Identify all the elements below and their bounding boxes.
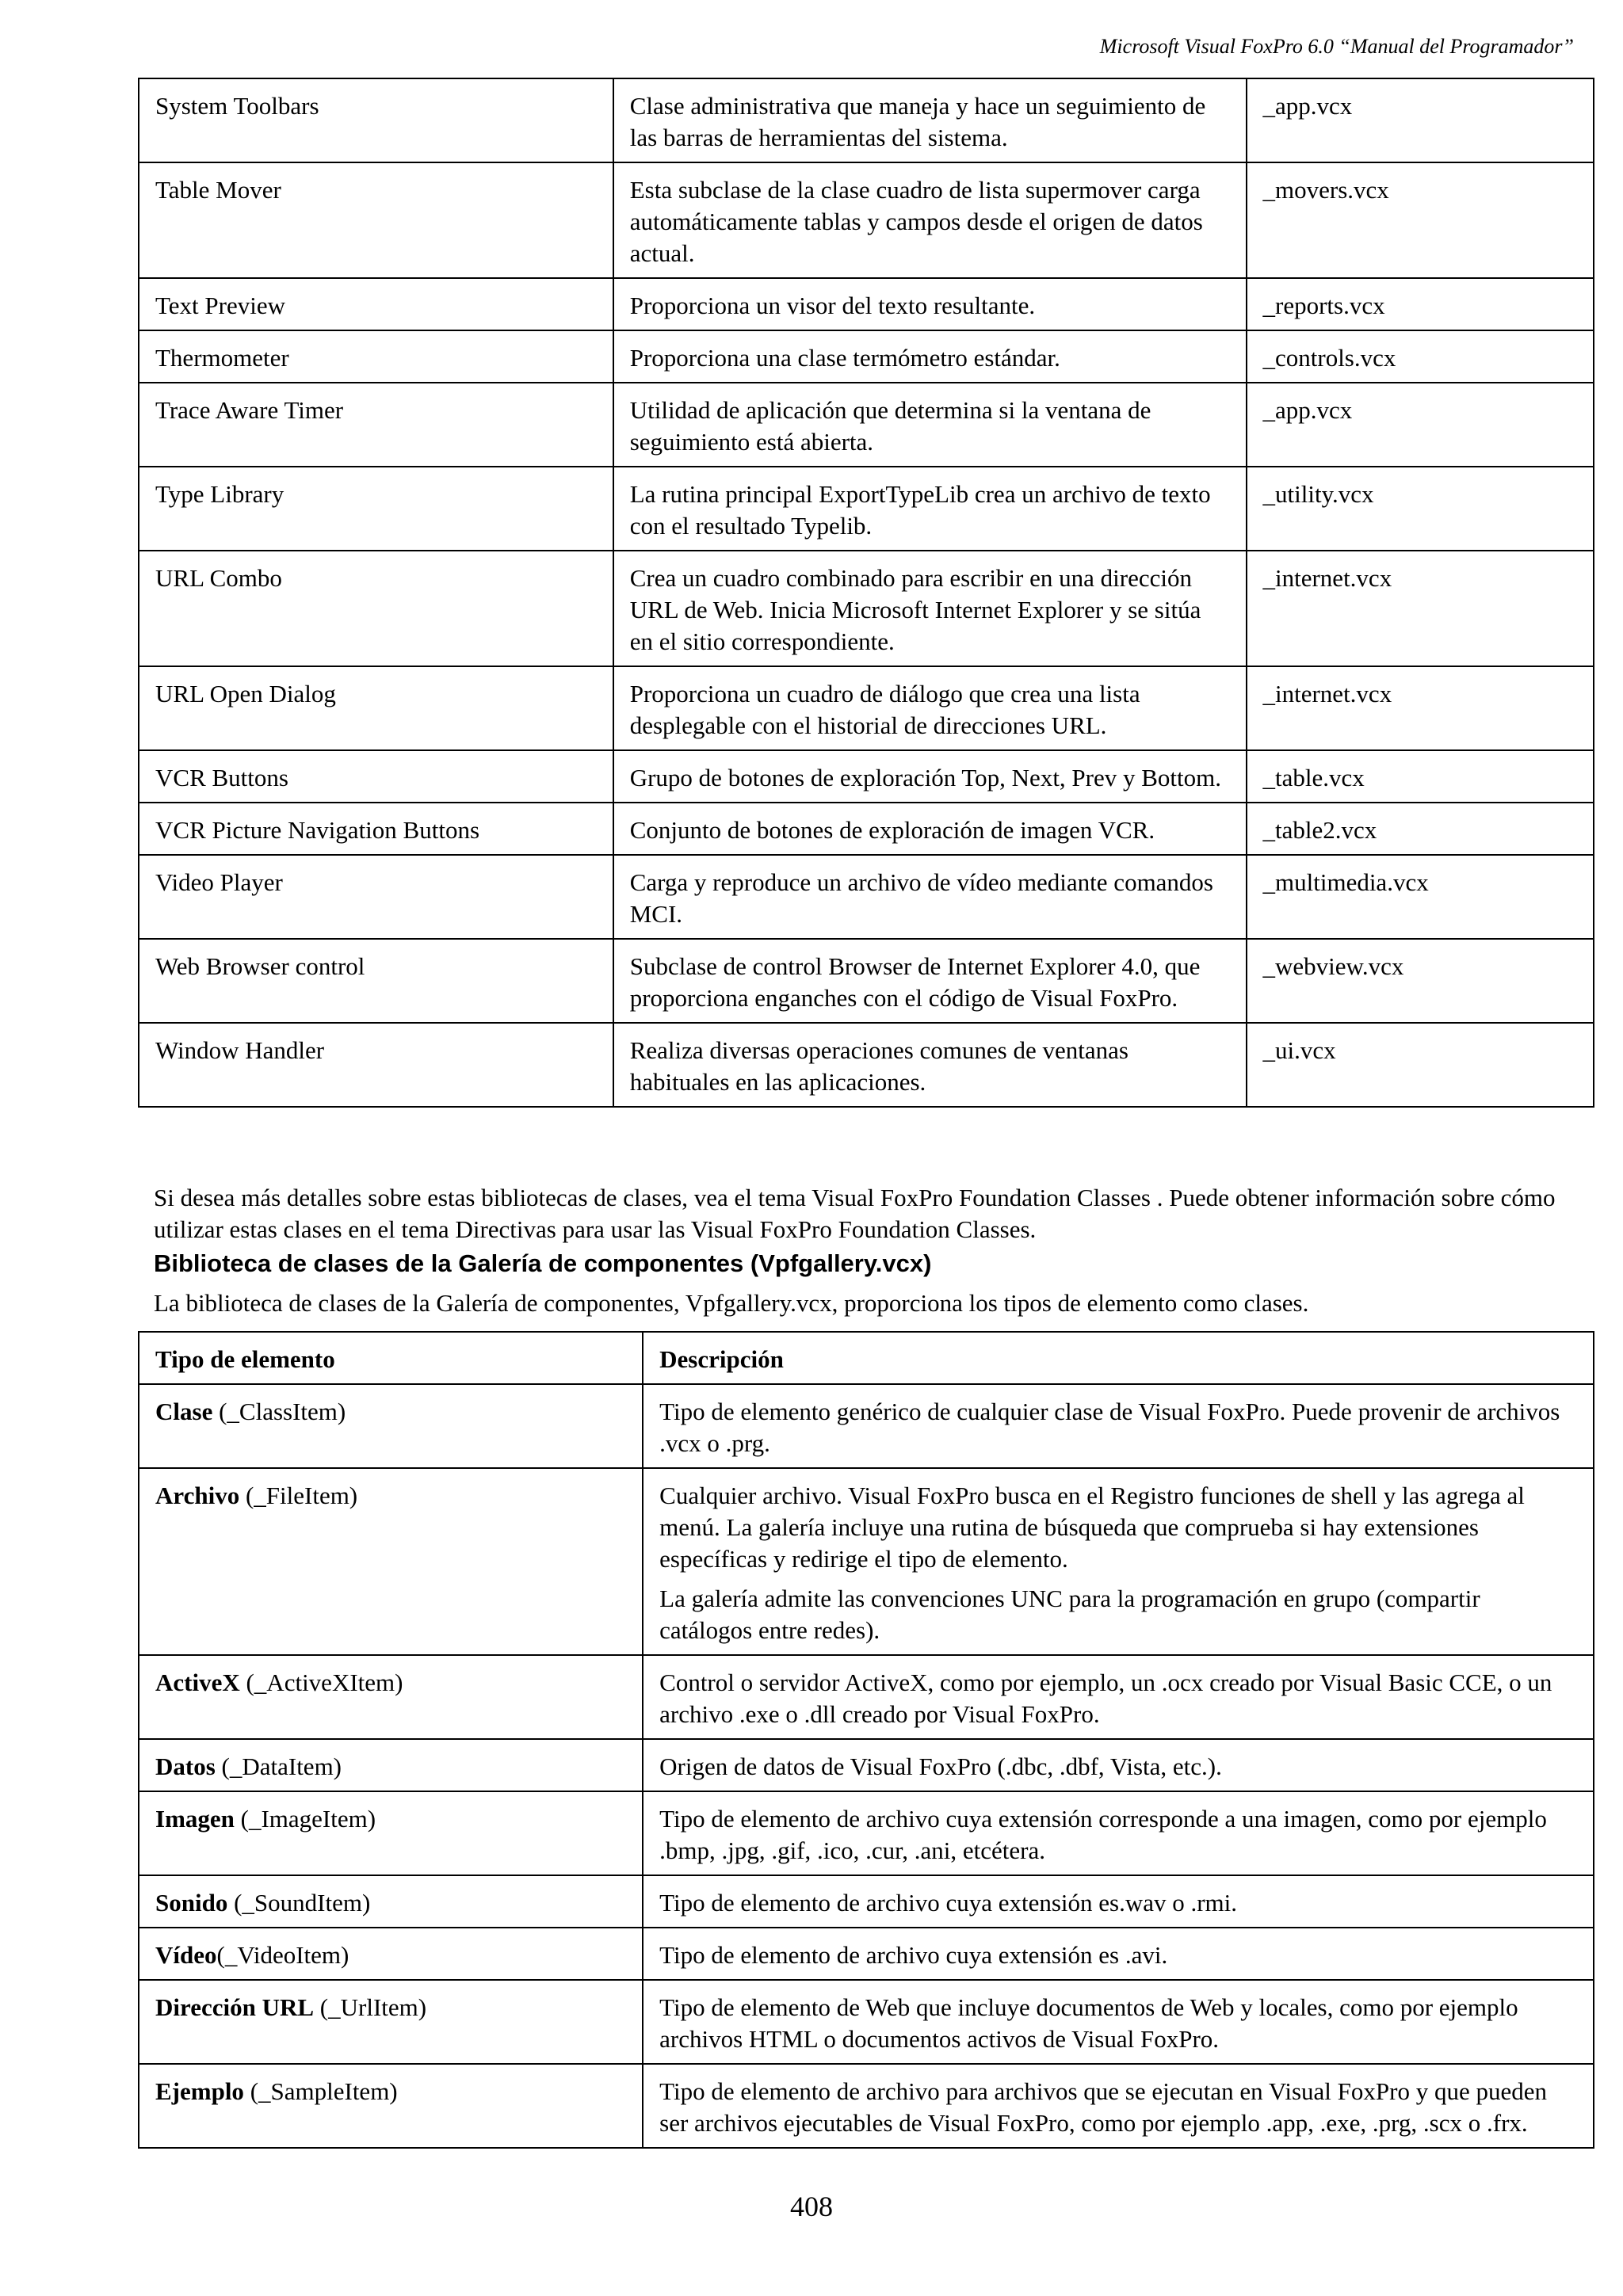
item-description: Tipo de elemento de Web que incluye documentos de Web y locales, como por ejemplo archivos HTML o documentos activos de Visual FoxPro. (643, 1980, 1594, 2064)
table-row (139, 1791, 1594, 1875)
class-description: La rutina principal ExportTypeLib crea un archivo de texto con el resultado Typelib. (613, 467, 1247, 551)
item-type-name: Vídeo (155, 1941, 217, 1969)
item-type-cell (139, 1980, 643, 2064)
class-description: Esta subclase de la clase cuadro de lista supermover carga automáticamente tablas y campos desde el origen de datos actual. (613, 162, 1247, 278)
column-header-type: Tipo de elemento (139, 1332, 643, 1384)
item-description: Origen de datos de Visual FoxPro (.dbc, .dbf, Vista, etc.). (643, 1739, 1594, 1791)
class-name: VCR Picture Navigation Buttons (139, 803, 613, 855)
item-type-name: Dirección URL (155, 1993, 315, 2021)
item-type-class: (_VideoItem) (216, 1941, 349, 1969)
class-name: Window Handler (139, 1023, 613, 1107)
class-name: Video Player (139, 855, 613, 939)
class-description: Subclase de control Browser de Internet Explorer 4.0, que proporciona enganches con el código de Visual FoxPro. (613, 939, 1247, 1023)
class-name: Text Preview (139, 278, 613, 330)
column-header-description: Descripción (643, 1332, 1594, 1384)
table-row (139, 2064, 1594, 2148)
class-description: Carga y reproduce un archivo de vídeo mediante comandos MCI. (613, 855, 1247, 939)
class-library: _app.vcx (1247, 383, 1594, 467)
table-row (139, 855, 1594, 939)
class-description: Proporciona una clase termómetro estándar. (613, 330, 1247, 383)
table-row (139, 551, 1594, 666)
class-name: Type Library (139, 467, 613, 551)
body-paragraph: Si desea más detalles sobre estas bibliotecas de clases, vea el tema Visual FoxPro Foundation Classes . Puede obtener información sobre cómo utilizar estas clases en el tema Directivas para usar las Visual FoxPro Foundation Classes. (154, 1184, 1556, 1243)
item-type-name: Ejemplo (155, 2077, 244, 2105)
class-description: Proporciona un visor del texto resultante. (613, 278, 1247, 330)
section-heading: Biblioteca de clases de la Galería de componentes (Vpfgallery.vcx) (154, 1249, 932, 1277)
item-type-name: Sonido (155, 1889, 228, 1917)
table-row (139, 1875, 1594, 1928)
item-description: Control o servidor ActiveX, como por ejemplo, un .ocx creado por Visual Basic CCE, o un archivo .exe o .dll creado por Visual FoxPro. (643, 1655, 1594, 1739)
class-library: _internet.vcx (1247, 666, 1594, 750)
class-name: Thermometer (139, 330, 613, 383)
class-library: _controls.vcx (1247, 330, 1594, 383)
table-row (139, 1468, 1594, 1655)
item-type-class: (_DataItem) (215, 1753, 342, 1780)
class-description: Utilidad de aplicación que determina si la ventana de seguimiento está abierta. (613, 383, 1247, 467)
item-type-cell (139, 1384, 643, 1468)
class-name: Trace Aware Timer (139, 383, 613, 467)
class-name: Web Browser control (139, 939, 613, 1023)
table-header-row (139, 1332, 1594, 1384)
item-type-cell (139, 1655, 643, 1739)
item-type-name: Datos (155, 1753, 216, 1780)
class-library-table (138, 78, 1594, 1108)
table-row (139, 1739, 1594, 1791)
class-name: URL Combo (139, 551, 613, 666)
table-row (139, 666, 1594, 750)
class-library: _app.vcx (1247, 78, 1594, 162)
item-description: Tipo de elemento de archivo cuya extensión es .avi. (643, 1928, 1594, 1980)
class-library: _webview.vcx (1247, 939, 1594, 1023)
class-library: _reports.vcx (1247, 278, 1594, 330)
class-name: System Toolbars (139, 78, 613, 162)
item-type-class: (_ImageItem) (234, 1805, 376, 1833)
class-library: _ui.vcx (1247, 1023, 1594, 1107)
class-library: _table.vcx (1247, 750, 1594, 803)
item-type-cell (139, 2064, 643, 2148)
table-row (139, 939, 1594, 1023)
running-header: Microsoft Visual FoxPro 6.0 “Manual del Programador” (1099, 35, 1574, 58)
item-type-name: ActiveX (155, 1669, 240, 1696)
class-description: Clase administrativa que maneja y hace un seguimiento de las barras de herramientas del sistema. (613, 78, 1247, 162)
table-row (139, 383, 1594, 467)
item-type-class: (_ActiveXItem) (239, 1669, 403, 1696)
table-row (139, 330, 1594, 383)
table-row (139, 78, 1594, 162)
class-library: _multimedia.vcx (1247, 855, 1594, 939)
class-library: _internet.vcx (1247, 551, 1594, 666)
table-row (139, 1023, 1594, 1107)
item-type-class: (_FileItem) (239, 1482, 358, 1509)
table-row (139, 162, 1594, 278)
item-type-name: Imagen (155, 1805, 235, 1833)
item-type-class: (_UrlItem) (314, 1993, 427, 2021)
item-type-cell (139, 1928, 643, 1980)
class-description: Proporciona un cuadro de diálogo que crea una lista desplegable con el historial de direcciones URL. (613, 666, 1247, 750)
class-description: Crea un cuadro combinado para escribir en una dirección URL de Web. Inicia Microsoft Internet Explorer y se sitúa en el sitio correspondiente. (613, 551, 1247, 666)
item-type-cell (139, 1791, 643, 1875)
table-row (139, 1655, 1594, 1739)
class-library: _movers.vcx (1247, 162, 1594, 278)
item-description: Cualquier archivo. Visual FoxPro busca en el Registro funciones de shell y las agrega al menú. La galería incluye una rutina de búsqueda que comprueba si hay extensiones específicas y redirige el tipo de elemento. (659, 1482, 1525, 1573)
table-row (139, 1980, 1594, 2064)
item-type-name: Clase (155, 1398, 213, 1425)
table-row (139, 467, 1594, 551)
item-type-class: (_SoundItem) (227, 1889, 371, 1917)
class-name: VCR Buttons (139, 750, 613, 803)
item-description: Tipo de elemento genérico de cualquier clase de Visual FoxPro. Puede provenir de archivos .vcx o .prg. (643, 1384, 1594, 1468)
item-type-cell (139, 1875, 643, 1928)
item-type-name: Archivo (155, 1482, 240, 1509)
table-row (139, 1384, 1594, 1468)
class-description: Conjunto de botones de exploración de imagen VCR. (613, 803, 1247, 855)
page-number: 408 (790, 2191, 833, 2222)
item-description: Tipo de elemento de archivo cuya extensión es.wav o .rmi. (643, 1875, 1594, 1928)
item-type-cell (139, 1739, 643, 1791)
item-description-note: La galería admite las convenciones UNC para la programación en grupo (compartir catálogos entre redes). (659, 1585, 1480, 1644)
class-library: _utility.vcx (1247, 467, 1594, 551)
item-description-cell (643, 1468, 1594, 1655)
class-library: _table2.vcx (1247, 803, 1594, 855)
intro-paragraph: La biblioteca de clases de la Galería de componentes, Vpfgallery.vcx, proporciona los tipos de elemento como clases. (154, 1289, 1309, 1317)
table-row (139, 1928, 1594, 1980)
item-description: Tipo de elemento de archivo para archivos que se ejecutan en Visual FoxPro y que pueden ser archivos ejecutables de Visual FoxPro, como por ejemplo .app, .exe, .prg, .scx o .frx. (643, 2064, 1594, 2148)
item-description: Tipo de elemento de archivo cuya extensión corresponde a una imagen, como por ejemplo .bmp, .jpg, .gif, .ico, .cur, .ani, etcétera. (643, 1791, 1594, 1875)
item-type-class: (_SampleItem) (243, 2077, 398, 2105)
class-name: Table Mover (139, 162, 613, 278)
item-type-class: (_ClassItem) (212, 1398, 346, 1425)
table-row (139, 278, 1594, 330)
table-row (139, 750, 1594, 803)
class-name: URL Open Dialog (139, 666, 613, 750)
class-description: Realiza diversas operaciones comunes de ventanas habituales en las aplicaciones. (613, 1023, 1247, 1107)
item-type-cell (139, 1468, 643, 1655)
class-description: Grupo de botones de exploración Top, Next, Prev y Bottom. (613, 750, 1247, 803)
item-types-table (138, 1331, 1594, 2149)
table-row (139, 803, 1594, 855)
